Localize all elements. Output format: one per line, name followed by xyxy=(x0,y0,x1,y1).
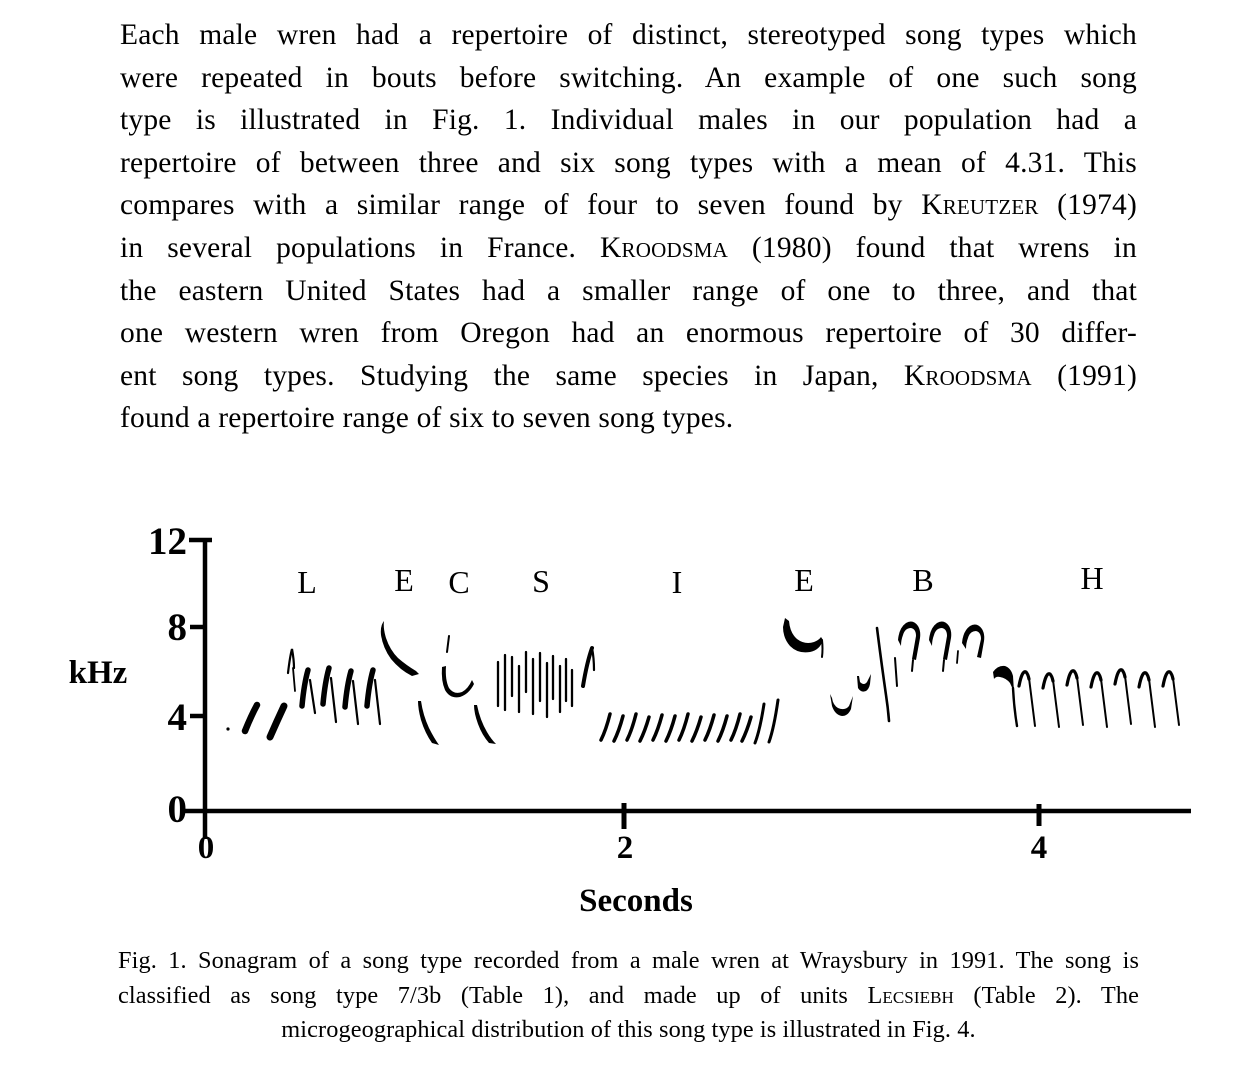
sonagram-unit-I xyxy=(601,700,778,743)
y-axis-tick-label: 8 xyxy=(167,606,187,649)
y-axis-title: kHz xyxy=(68,655,128,691)
text-line xyxy=(120,57,1137,100)
sonagram-unit-B xyxy=(877,622,984,721)
text-segment: ent song types. Studying the same species in Japan, xyxy=(120,359,904,392)
y-axis-tick-label: 12 xyxy=(148,520,187,563)
unit-label: L xyxy=(297,564,317,600)
text-line xyxy=(120,227,1137,270)
text-line xyxy=(120,99,1137,142)
unit-label: E xyxy=(794,562,814,598)
text-segment: repertoire of between three and six song types with a mean of 4.31. This xyxy=(120,146,1137,179)
text-line xyxy=(120,355,1137,398)
text-segment: Each male wren had a repertoire of distinct, stereotyped song types which xyxy=(120,19,1137,51)
text-segment: (1980) found that wrens in xyxy=(727,231,1137,264)
sonagram-traces xyxy=(226,618,1179,745)
sonagram-unit-E2 xyxy=(783,618,871,716)
figure-caption xyxy=(118,944,1139,1048)
sonagram-intro-marks xyxy=(226,705,284,737)
text-line xyxy=(118,979,1139,1014)
text-segment: one western wren from Oregon had an enormous repertoire of 30 differ- xyxy=(120,317,1137,350)
smallcaps-name: Lecsiebh xyxy=(867,981,954,1009)
text-line xyxy=(120,397,1137,440)
body-paragraph xyxy=(120,14,1137,440)
sonagram-unit-H xyxy=(993,666,1179,727)
sonagram-unit-E1 xyxy=(381,621,439,745)
unit-label: E xyxy=(394,562,414,598)
text-segment: found a repertoire range of six to seven song types. xyxy=(120,402,734,435)
text-segment: (1974) xyxy=(1038,189,1137,222)
unit-label: I xyxy=(671,564,683,600)
text-line xyxy=(120,270,1137,313)
x-axis-tick-label: 0 xyxy=(197,830,215,866)
text-segment: in several populations in France. xyxy=(120,231,601,264)
sonagram-unit-S xyxy=(498,648,594,717)
unit-label: B xyxy=(912,562,934,598)
text-segment: the eastern United States had a smaller range of one to three, and that xyxy=(120,274,1137,307)
x-axis-tick-label: 4 xyxy=(1030,830,1048,866)
text-segment: (1991) xyxy=(1031,359,1137,392)
unit-label: C xyxy=(448,564,470,600)
text-segment: classified as song type 7/3b (Table 1), and made up of units xyxy=(118,981,868,1009)
text-line xyxy=(120,184,1137,227)
smallcaps-name: Kreutzer xyxy=(921,189,1039,222)
figure-sonagram xyxy=(0,500,1252,930)
text-segment: were repeated in bouts before switching. An example of one such song xyxy=(120,61,1137,94)
x-axis-tick-label: 2 xyxy=(616,830,634,866)
unit-label: H xyxy=(1080,560,1104,596)
text-segment: Fig. 1. Sonagram of a song type recorded from a male wren at Wraysbury in 1991. The song is xyxy=(118,947,1139,974)
y-axis-tick-label: 0 xyxy=(167,788,187,831)
unit-label: S xyxy=(532,563,550,599)
smallcaps-name: Kroodsma xyxy=(903,359,1032,392)
text-segment: compares with a similar range of four to seven found by xyxy=(120,189,922,222)
text-line xyxy=(118,1013,1139,1048)
text-segment: microgeographical distribution of this song type is illustrated in Fig. 4. xyxy=(281,1016,976,1044)
y-axis-tick-label: 4 xyxy=(167,696,187,739)
text-line xyxy=(120,142,1137,185)
text-segment: (Table 2). The xyxy=(953,981,1139,1009)
sonagram-unit-C xyxy=(442,636,496,744)
text-line xyxy=(120,312,1137,355)
sonagram-unit-L xyxy=(288,649,380,724)
x-axis-title: Seconds xyxy=(579,883,693,919)
smallcaps-name: Kroodsma xyxy=(600,231,728,264)
text-line xyxy=(118,944,1139,979)
text-segment: type is illustrated in Fig. 1. Individual males in our population had a xyxy=(120,104,1137,137)
text-line xyxy=(120,14,1137,57)
axes xyxy=(185,539,1191,839)
